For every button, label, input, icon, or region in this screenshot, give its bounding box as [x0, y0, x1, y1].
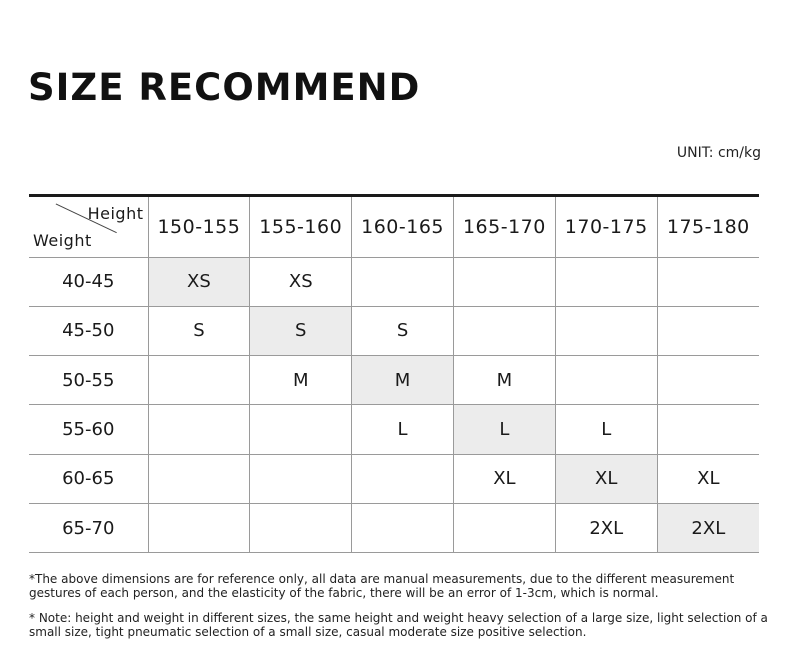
size-cell: [657, 257, 759, 306]
size-cell: L: [555, 405, 657, 454]
size-cell: S: [148, 306, 250, 355]
corner-height-label: Height: [87, 204, 144, 223]
corner-cell: [29, 197, 148, 257]
weight-header: 65-70: [29, 503, 148, 552]
size-cell: [555, 356, 657, 405]
size-cell: [657, 306, 759, 355]
table-row: [29, 257, 759, 306]
table-row: [29, 306, 759, 355]
size-cell: [250, 454, 352, 503]
size-cell: [250, 503, 352, 552]
unit-label: UNIT: cm/kg: [676, 145, 761, 161]
size-cell: M: [352, 356, 454, 405]
height-header: 155-160: [250, 197, 352, 257]
size-cell: M: [250, 356, 352, 405]
size-cell: [453, 257, 555, 306]
selection-note: * Note: height and weight in different sizes, the same height and weight heavy selection of a large size, light selection of a small size, tight pneumatic selection of a small size, casual moderate size positive selection.: [29, 611, 768, 639]
height-header: 175-180: [657, 197, 759, 257]
size-cell: L: [352, 405, 454, 454]
table-row: [29, 503, 759, 552]
table-row: [29, 454, 759, 503]
size-cell: [352, 503, 454, 552]
table-row: [29, 356, 759, 405]
corner-weight-label: Weight: [33, 230, 92, 250]
height-header: 165-170: [453, 197, 555, 257]
size-cell: [250, 405, 352, 454]
size-cell: M: [453, 356, 555, 405]
size-cell: S: [250, 306, 352, 355]
size-cell: [148, 503, 250, 552]
weight-header: 40-45: [29, 257, 148, 306]
size-cell: 2XL: [555, 503, 657, 552]
size-cell: XL: [555, 454, 657, 503]
size-cell: [657, 405, 759, 454]
height-header: 160-165: [352, 197, 454, 257]
size-cell: [148, 405, 250, 454]
size-cell: XS: [250, 257, 352, 306]
weight-header: 60-65: [29, 454, 148, 503]
page-title: SIZE RECOMMEND: [28, 66, 421, 109]
size-cell: [148, 454, 250, 503]
table-header-row: [29, 197, 759, 257]
size-cell: [657, 356, 759, 405]
size-cell: XL: [657, 454, 759, 503]
weight-header: 55-60: [29, 405, 148, 454]
size-cell: [148, 356, 250, 405]
size-chart-table: [29, 197, 759, 553]
disclaimer-note: *The above dimensions are for reference only, all data are manual measurements, due to the different measurement gestures of each person, and the elasticity of the fabric, there will be an error of 1-3cm, which is normal.: [29, 572, 735, 600]
size-cell: [453, 306, 555, 355]
size-cell: [453, 503, 555, 552]
size-cell: [352, 454, 454, 503]
table-row: [29, 405, 759, 454]
size-cell: XL: [453, 454, 555, 503]
weight-header: 45-50: [29, 306, 148, 355]
height-header: 170-175: [555, 197, 657, 257]
size-cell: [555, 306, 657, 355]
size-cell: S: [352, 306, 454, 355]
size-cell: XS: [148, 257, 250, 306]
size-cell: 2XL: [657, 503, 759, 552]
height-header: 150-155: [148, 197, 250, 257]
size-cell: [352, 257, 454, 306]
size-cell: [555, 257, 657, 306]
size-cell: L: [453, 405, 555, 454]
weight-header: 50-55: [29, 356, 148, 405]
